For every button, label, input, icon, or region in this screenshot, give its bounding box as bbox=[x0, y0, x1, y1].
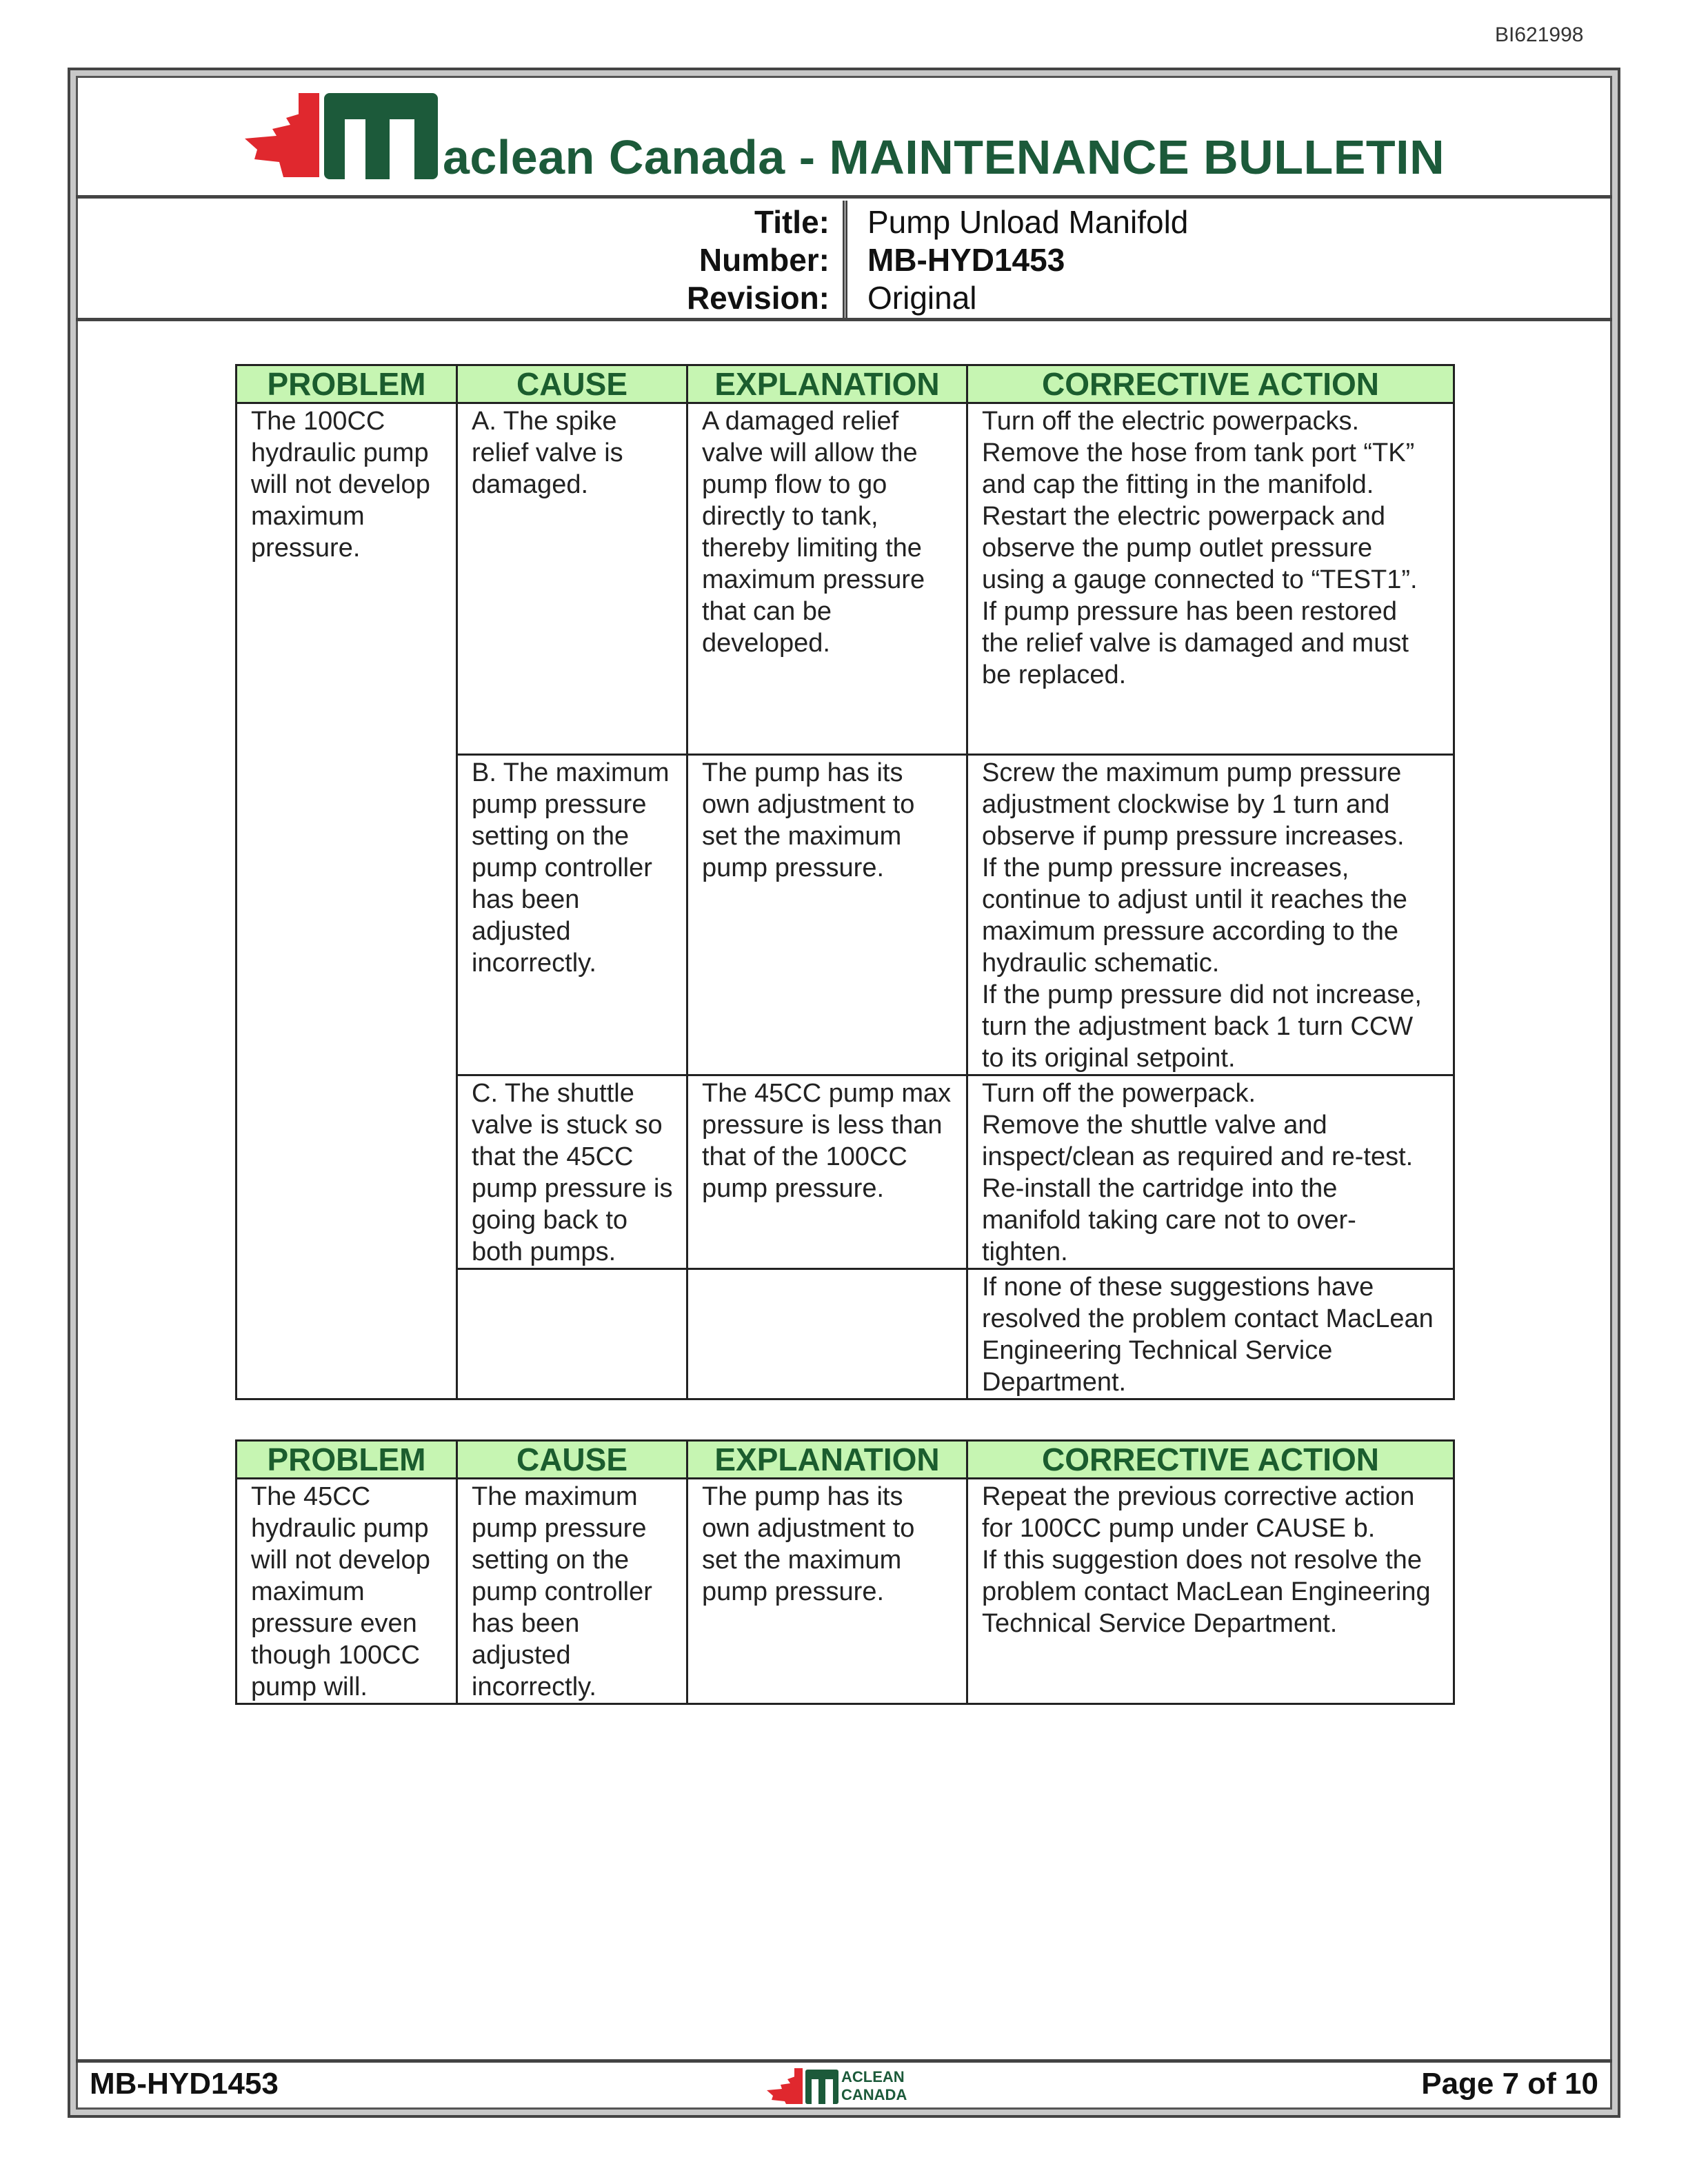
document-id: BI621998 bbox=[1495, 23, 1584, 46]
cause-cell: B. The maximum pump pressure setting on the pump controller has been adjusted incorrectly. bbox=[457, 755, 687, 1075]
action-step: Re-install the cartridge into the manifold taking care not to over-tighten. bbox=[982, 1174, 1356, 1266]
corrective-action-cell bbox=[967, 1479, 1454, 1704]
troubleshooting-table-45cc bbox=[235, 1439, 1455, 1705]
troubleshooting-table-100cc bbox=[235, 364, 1455, 1400]
action-step: Turn off the electric powerpacks. bbox=[982, 407, 1360, 436]
corrective-action-cell bbox=[967, 403, 1454, 755]
title-value: Pump Unload Manifold bbox=[867, 204, 1189, 240]
footer-logo-text-bottom: CANADA bbox=[841, 2086, 907, 2103]
header-cause: CAUSE bbox=[457, 365, 687, 403]
footer-page-number: Page 7 of 10 bbox=[1421, 2067, 1598, 2101]
action-step: If the pump pressure increases, continue to adjust until it reaches the maximum pressure according to the hydraulic schematic. bbox=[982, 853, 1407, 978]
problem-cell: The 45CC hydraulic pump will not develop maximum pressure even though 100CC pump will. bbox=[237, 1479, 457, 1704]
action-step: Repeat the previous corrective action for 100CC pump under CAUSE b. bbox=[982, 1482, 1415, 1543]
explanation-cell: A damaged relief valve will allow the pump flow to go directly to tank, thereby limiting the maximum pressure that can be developed. bbox=[687, 403, 967, 755]
title-label: Title: bbox=[754, 204, 830, 240]
explanation-cell-empty bbox=[687, 1269, 967, 1399]
header-problem: PROBLEM bbox=[237, 365, 457, 403]
action-step: Turn off the powerpack. bbox=[982, 1079, 1256, 1108]
footer-bulletin-number: MB-HYD1453 bbox=[90, 2067, 279, 2101]
explanation-cell: The pump has its own adjustment to set the maximum pump pressure. bbox=[687, 1479, 967, 1704]
cause-cell: The maximum pump pressure setting on the pump controller has been adjusted incorrectly. bbox=[457, 1479, 687, 1704]
action-step: Restart the electric powerpack and observe the pump outlet pressure using a gauge connected to “TEST1”. bbox=[982, 502, 1418, 594]
cause-cell: A. The spike relief valve is damaged. bbox=[457, 403, 687, 755]
revision-label: Revision: bbox=[686, 280, 830, 316]
action-step: If the pump pressure did not increase, turn the adjustment back 1 turn CCW to its original setpoint. bbox=[982, 980, 1422, 1073]
footer-maclean-logo-icon bbox=[767, 2065, 925, 2104]
header-corrective-action: CORRECTIVE ACTION bbox=[967, 1441, 1454, 1479]
title-block-divider bbox=[843, 201, 847, 319]
action-step: Screw the maximum pump pressure adjustment clockwise by 1 turn and observe if pump pressure increases. bbox=[982, 758, 1405, 851]
maclean-m-logo-icon bbox=[324, 93, 438, 179]
header-explanation: EXPLANATION bbox=[687, 365, 967, 403]
action-step: If this suggestion does not resolve the problem contact MacLean Engineering Technical Service Department. bbox=[982, 1546, 1431, 1638]
explanation-cell: The 45CC pump max pressure is less than that of the 100CC pump pressure. bbox=[687, 1075, 967, 1269]
corrective-action-cell bbox=[967, 755, 1454, 1075]
corrective-action-cell bbox=[967, 1075, 1454, 1269]
footer-logo-text-top: ACLEAN bbox=[841, 2068, 905, 2085]
header-corrective-action: CORRECTIVE ACTION bbox=[967, 365, 1454, 403]
maple-leaf-icon bbox=[245, 93, 321, 177]
header-explanation: EXPLANATION bbox=[687, 1441, 967, 1479]
number-value: MB-HYD1453 bbox=[867, 242, 1065, 278]
explanation-cell: The pump has its own adjustment to set the maximum pump pressure. bbox=[687, 755, 967, 1075]
corrective-action-cell bbox=[967, 1269, 1454, 1399]
revision-value: Original bbox=[867, 280, 977, 316]
brand-title: aclean Canada - MAINTENANCE BULLETIN bbox=[443, 130, 1445, 184]
number-label: Number: bbox=[699, 242, 830, 278]
problem-cell: The 100CC hydraulic pump will not develop maximum pressure. bbox=[237, 403, 457, 1399]
cause-cell-empty bbox=[457, 1269, 687, 1399]
header-cause: CAUSE bbox=[457, 1441, 687, 1479]
action-step: Remove the shuttle valve and inspect/clean as required and re-test. bbox=[982, 1111, 1414, 1171]
header-problem: PROBLEM bbox=[237, 1441, 457, 1479]
action-step: Remove the hose from tank port “TK” and cap the fitting in the manifold. bbox=[982, 438, 1415, 499]
action-step: If none of these suggestions have resolved the problem contact MacLean Engineering Technical Service Department. bbox=[982, 1273, 1434, 1397]
cause-cell: C. The shuttle valve is stuck so that the 45CC pump pressure is going back to both pumps. bbox=[457, 1075, 687, 1269]
action-step: If pump pressure has been restored the relief valve is damaged and must be replaced. bbox=[982, 597, 1409, 689]
